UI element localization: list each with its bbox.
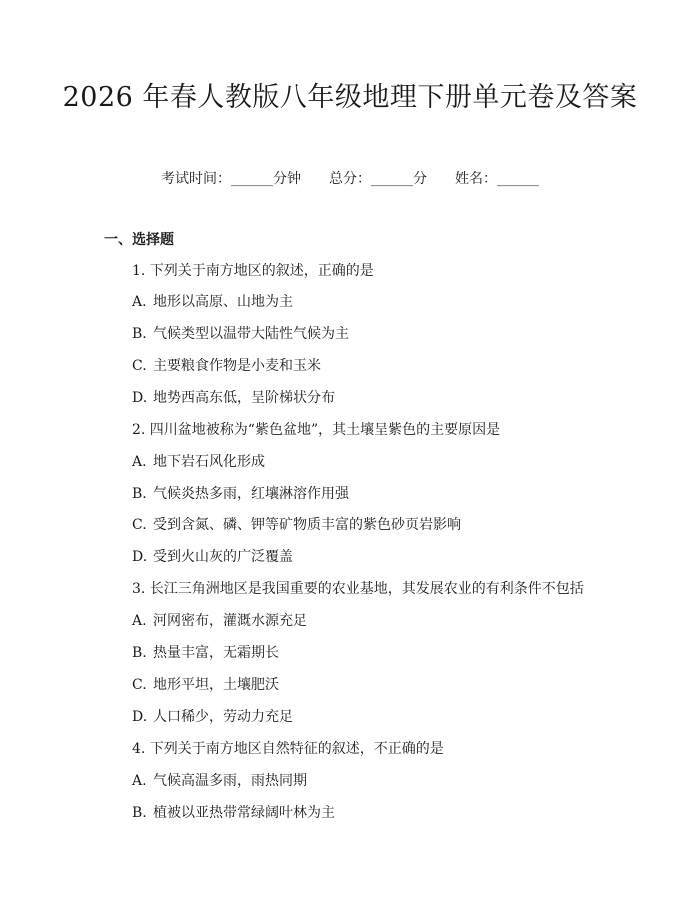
option-text: 植被以亚热带常绿阔叶林为主 xyxy=(153,805,335,821)
option-text: 地形以高原、山地为主 xyxy=(153,294,293,310)
option-text: 主要粮食作物是小麦和玉米 xyxy=(153,358,321,374)
option-item xyxy=(132,388,335,408)
option-item xyxy=(132,707,293,727)
option-label: D. xyxy=(132,390,148,406)
question-stem: 3. 长江三角洲地区是我国重要的农业基地，其发展农业的有利条件不包括 xyxy=(132,581,584,597)
option-label: B. xyxy=(132,645,147,661)
option-text: 热量丰富，无霜期长 xyxy=(153,645,279,661)
option-text: 地下岩石风化形成 xyxy=(153,454,265,470)
option-label: C. xyxy=(132,517,147,533)
option-text: 河网密布，灌溉水源充足 xyxy=(153,613,307,629)
option-item xyxy=(132,643,279,663)
option-label: C. xyxy=(132,677,147,693)
option-item xyxy=(132,484,349,504)
option-item xyxy=(132,292,293,312)
option-text: 地形平坦，土壤肥沃 xyxy=(153,677,279,693)
option-label: B. xyxy=(132,326,147,342)
option-item xyxy=(132,547,293,567)
option-text: 气候炎热多雨，红壤淋溶作用强 xyxy=(153,486,349,502)
exam-time-field: 考试时间：______分钟 xyxy=(161,171,301,187)
question-stem: 2. 四川盆地被称为“紫色盆地”，其土壤呈紫色的主要原因是 xyxy=(132,422,501,438)
option-item xyxy=(132,452,265,472)
option-label: B. xyxy=(132,805,147,821)
option-text: 地势西高东低，呈阶梯状分布 xyxy=(153,390,335,406)
exam-info xyxy=(0,169,700,189)
option-item xyxy=(132,611,307,631)
question-stem: 4. 下列关于南方地区自然特征的叙述，不正确的是 xyxy=(132,741,444,757)
option-label: A. xyxy=(132,773,147,789)
option-item xyxy=(132,675,279,695)
option-text: 受到含氮、磷、钾等矿物质丰富的紫色砂页岩影响 xyxy=(153,517,461,533)
total-score-field: 总分：______分 xyxy=(329,171,427,187)
option-item xyxy=(132,803,335,823)
option-text: 气候类型以温带大陆性气候为主 xyxy=(153,326,349,342)
option-text: 受到火山灰的广泛覆盖 xyxy=(153,549,293,565)
question-stem: 1. 下列关于南方地区的叙述，正确的是 xyxy=(132,263,374,279)
option-label: C. xyxy=(132,358,147,374)
option-label: A. xyxy=(132,294,147,310)
student-name-field: 姓名：______ xyxy=(455,171,539,187)
option-label: D. xyxy=(132,709,148,725)
option-item xyxy=(132,324,349,344)
option-item xyxy=(132,356,321,376)
option-text: 人口稀少，劳动力充足 xyxy=(153,709,293,725)
page-title: 2026 年春人教版八年级地理下册单元卷及答案 xyxy=(62,82,638,113)
option-item xyxy=(132,771,307,791)
option-label: A. xyxy=(132,613,147,629)
option-text: 气候高温多雨，雨热同期 xyxy=(153,773,307,789)
option-item xyxy=(132,515,461,535)
option-label: A. xyxy=(132,454,147,470)
option-label: B. xyxy=(132,486,147,502)
option-label: D. xyxy=(132,549,148,565)
section-heading: 一、选择题 xyxy=(104,232,174,248)
